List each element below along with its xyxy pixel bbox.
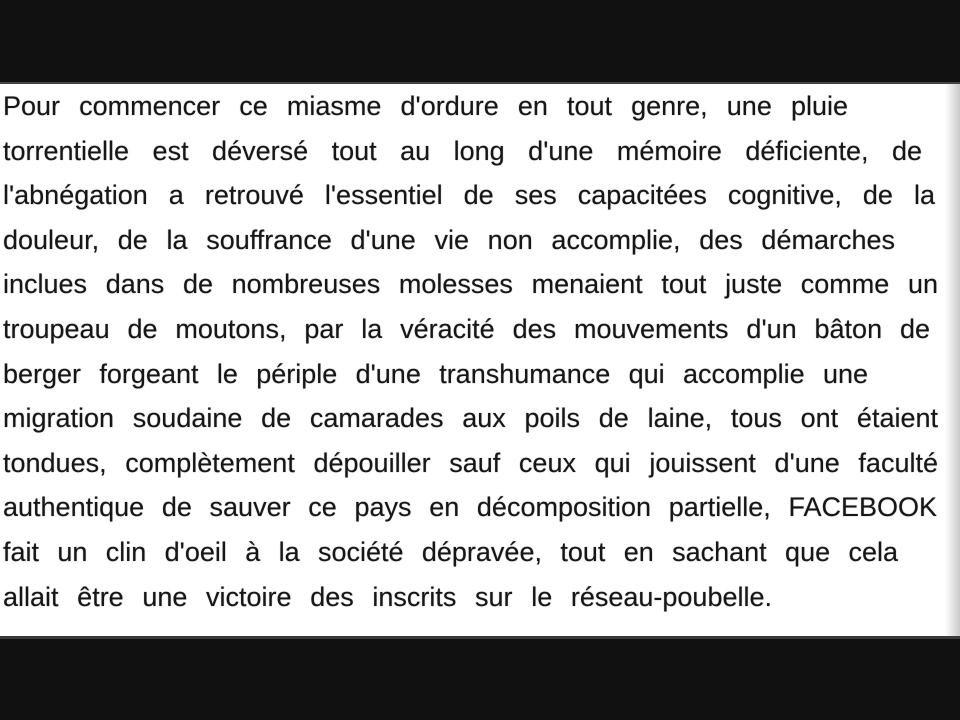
text-line-9: tondues, complètement dépouiller sauf ceux qui jouissent d'une faculté [3,447,938,478]
text-line-6: troupeau de moutons, par la véracité des mouvements d'un bâton de [3,313,930,344]
letterbox-top-bar [0,0,960,84]
text-line-2: torrentielle est déversé tout au long d'une mémoire déficiente, de [3,135,922,166]
text-line-1: Pour commencer ce miasme d'ordure en tout genre, une pluie [3,91,848,121]
text-line-3: l'abnégation a retrouvé l'essentiel de ses capacitées cognitive, de la [3,180,935,211]
letterbox-bottom-bar [0,636,960,720]
text-line-8: migration soudaine de camarades aux poils de laine, tous ont étaient [3,403,938,434]
text-line-5: inclues dans de nombreuses molesses menaient tout juste comme un [3,269,938,300]
text-line-7: berger forgeant le périple d'une transhumance qui accomplie une [3,358,868,389]
document-page [0,84,960,636]
text-line-11: fait un clin d'oeil à la société dépravée, tout en sachant que cela [3,536,898,567]
text-line-12: allait être une victoire des inscrits sur le réseau-poubelle. [3,581,772,612]
text-line-10: authentique de sauver ce pays en décomposition partielle, FACEBOOK [3,492,937,523]
text-line-4: douleur, de la souffrance d'une vie non accomplie, des démarches [3,224,895,255]
